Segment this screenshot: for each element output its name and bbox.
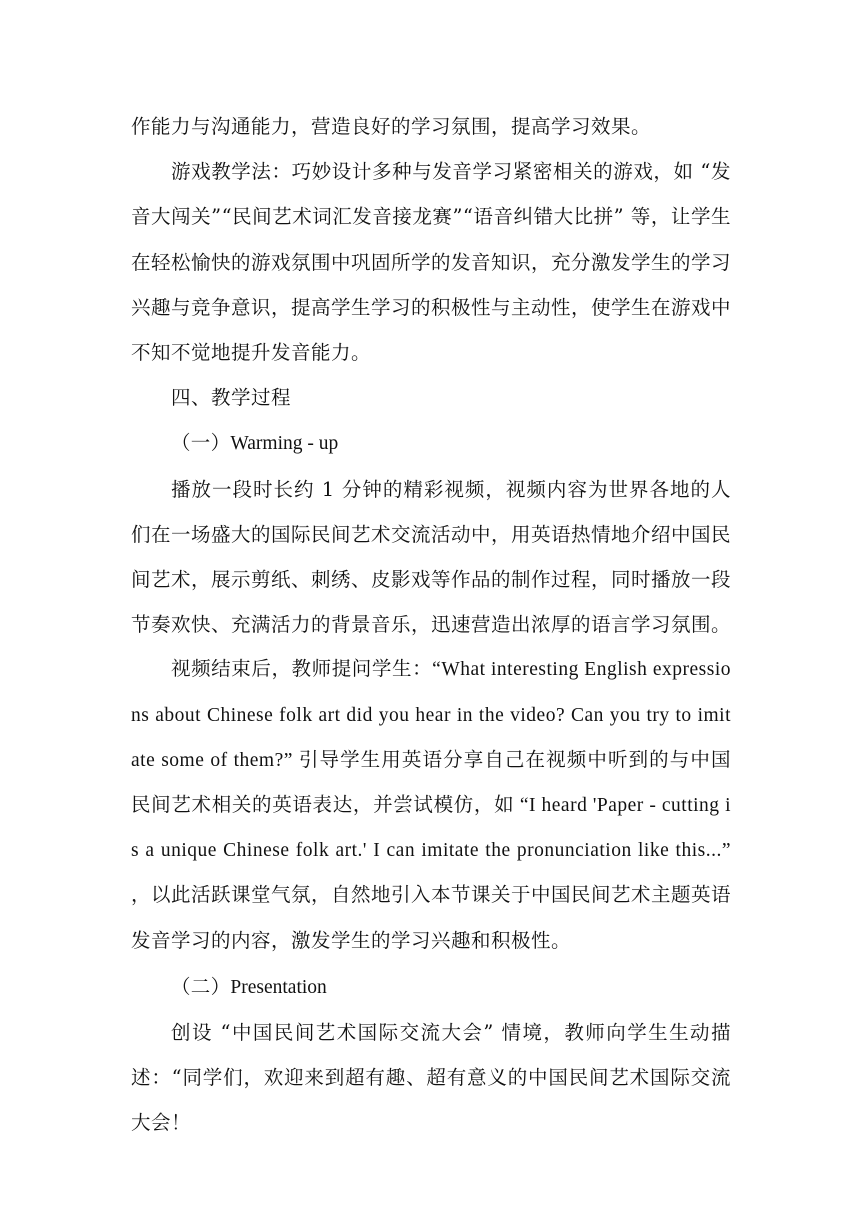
subsection-number: （一） [171,431,231,455]
subsection-title: Presentation [230,976,327,998]
subsection-heading-warming-up [131,420,731,466]
subsection-title: Warming - up [230,433,339,455]
section-heading-teaching-process: 四、教学过程 [171,386,292,410]
paragraph-scenario: 创设 “中国民间艺术国际交流大会” 情境，教师向学生生动描述：“同学们，欢迎来到超有趣、超有意义的中国民间艺术国际交流大会！ [131,1021,731,1135]
subsection-number: （二） [171,974,231,998]
document-page [131,104,731,1146]
paragraph-video-intro: 播放一段时长约 1 分钟的精彩视频，视频内容为世界各地的人们在一场盛大的国际民间艺术交流活动中，用英语热情地介绍中国民间艺术，展示剪纸、刺绣、皮影戏等作品的制作过程，同时播放一段节奏欢快、充满活力的背景音乐，迅速营造出浓厚的语言学习氛围。 [131,477,732,637]
paragraph-game-teaching: 游戏教学法：巧妙设计多种与发音学习紧密相关的游戏，如 “发音大闯关”“民间艺术词汇发音接龙赛”“语音纠错大比拼” 等，让学生在轻松愉快的游戏氛围中巩固所学的发音知识，充分激发学生的学习兴趣与竞争意识，提高学生学习的积极性与主动性，使学生在游戏中不知不觉地提升发音能力。 [131,160,732,365]
paragraph-cooperation: 作能力与沟通能力，营造良好的学习氛围，提高学习效果。 [131,115,652,138]
subsection-heading-presentation [131,964,731,1010]
paragraph-teacher-question: 视频结束后，教师提问学生：“What interesting English expressions about Chinese folk art did you hear in the video? Can you try to imitate some of them?” 引导学生用英语分享自己在视频中听到的与中国民间艺术相关的英语表达，并尝试模仿，如 “I heard 'Paper - cutting is a unique Chinese folk art.' I can imitate the pronunciation like this...” ，以此活跃课堂气氛，自然地引入本节课关于中国民间艺术主题英语发音学习的内容，激发学生的学习兴趣和积极性。 [131,659,732,952]
